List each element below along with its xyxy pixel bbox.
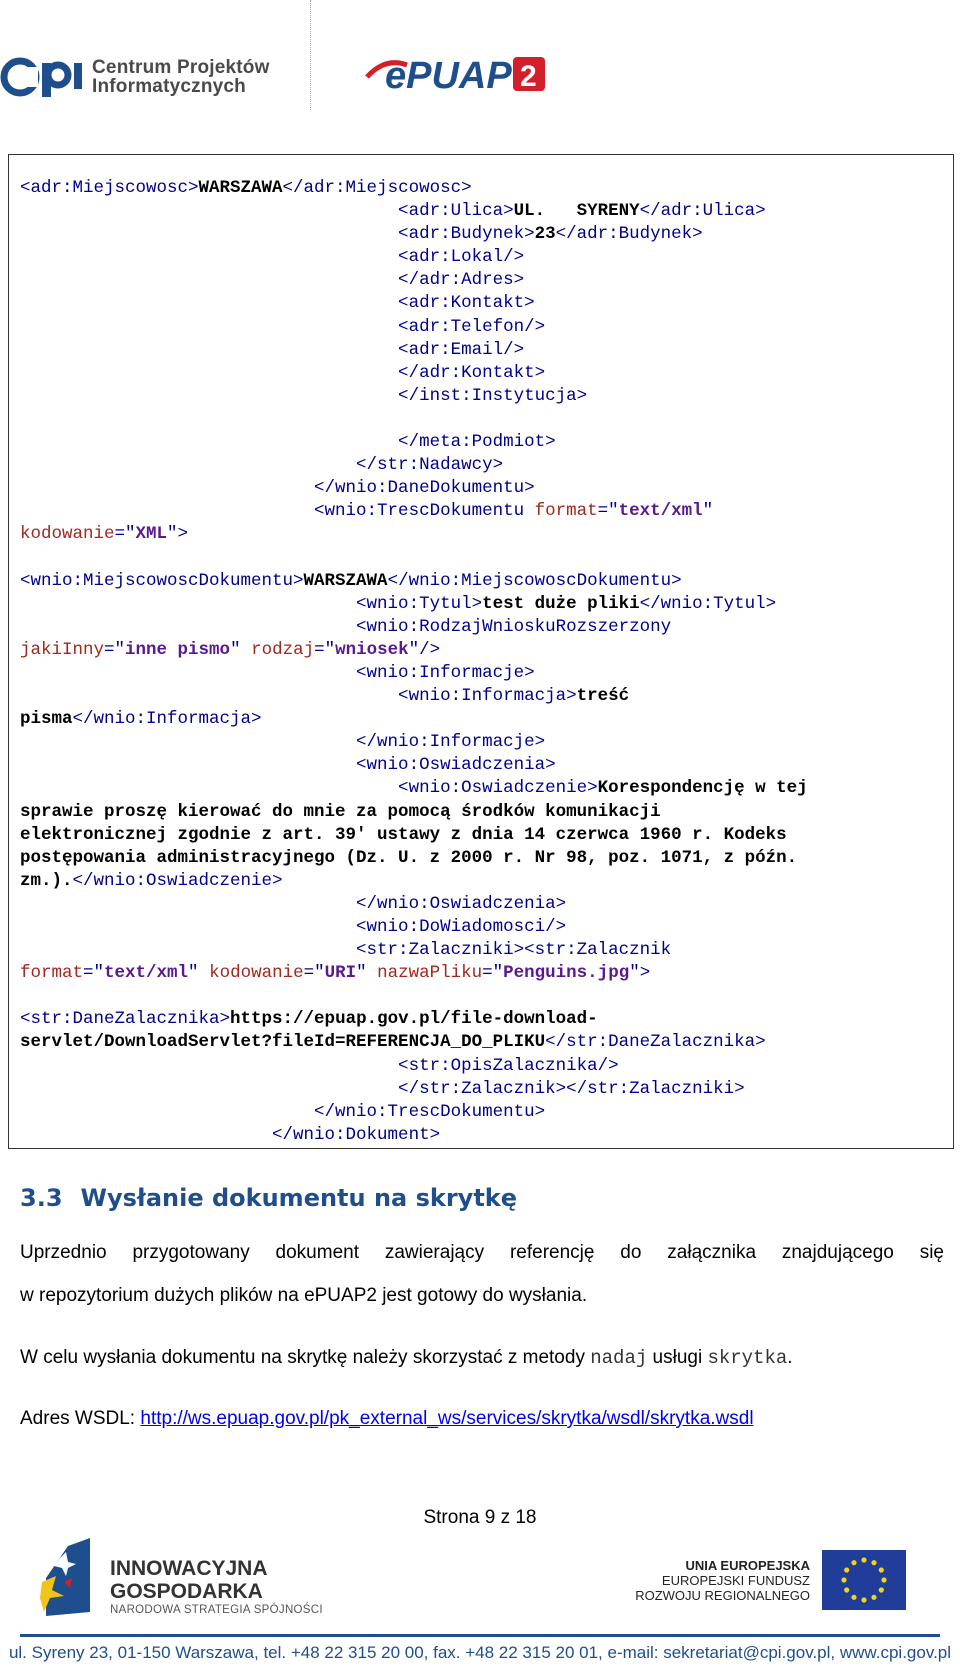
code-token: XML [135,524,168,545]
code-token: </inst:Instytucja> [20,385,588,406]
xml-code-listing [20,177,808,1147]
paragraph-2-text-after: . [787,1347,793,1368]
code-line [20,802,661,822]
code-token: </wnio:Oswiadczenia> [20,893,567,914]
code-line [20,524,188,544]
code-token: <wnio:Informacje> [20,662,535,683]
code-line [20,1102,545,1122]
code-line [20,871,283,891]
code-line [20,501,713,521]
cpi-logo-text [92,58,270,96]
code-token: <adr:Ulica> [20,201,514,222]
code-line [20,1125,440,1145]
code-line [20,455,503,475]
footer-rule [20,1634,940,1637]
page-header [0,0,960,120]
code-token: format [534,501,598,522]
code-line [20,848,797,868]
epuap-logo-icon [365,55,555,95]
eu-flag-icon [822,1550,906,1610]
code-token: text/xml [618,501,703,522]
code-token: URI [324,963,357,984]
code-token: </adr:Adres> [20,270,525,291]
code-token: </adr:Ulica> [639,201,766,222]
code-token: postępowania administracyjnego (Dz. U. z 2000 r. Nr 98, poz. 1071, z późn. [20,847,798,868]
eu-star-icon [861,1557,866,1562]
code-token: =" [482,963,504,984]
header-divider [310,0,311,110]
code-token: </wnio:Informacja> [72,709,262,730]
code-token: <wnio:Tytul> [20,593,483,614]
code-line [20,247,524,267]
code-token: " [356,963,378,984]
code-line [20,732,545,752]
code-line [20,825,787,845]
eu-line2: EUROPEJSKI FUNDUSZ [661,1573,810,1588]
code-token: text/xml [104,963,189,984]
section-number: 3.3 [20,1184,63,1212]
code-token: <wnio:Informacja> [20,686,577,707]
code-token: <wnio:TrescDokumentu [20,501,535,522]
wsdl-label: Adres WSDL: [20,1408,141,1429]
ig-line1: INNOWACYJNA [110,1557,268,1580]
code-line [20,201,766,221]
code-token: <wnio:Oswiadczenie> [20,778,598,799]
code-token: WARSZAWA [303,570,388,591]
innowacyjna-gospodarka-text [110,1557,268,1603]
eu-line1: UNIA EUROPEJSKA [685,1558,810,1573]
code-token: servlet/DownloadServlet?fileId=REFERENCJA_DO_PLIKU [20,1032,546,1053]
code-token: <wnio:Oswiadczenia> [20,755,556,776]
code-token: </wnio:Tytul> [639,593,777,614]
code-line [20,386,587,406]
cpi-logo-icon [0,55,90,99]
code-token: </wnio:Informacje> [20,732,546,753]
code-token: <adr:Miejscowosc> [20,178,199,198]
wsdl-link[interactable]: http://ws.epuap.gov.pl/pk_external_ws/services/skrytka/wsdl/skrytka.wsdl [140,1408,754,1429]
code-line [20,571,682,591]
code-token: "/> [408,639,441,660]
code-line [20,594,776,614]
code-line [20,1032,766,1052]
code-line [20,940,671,960]
code-token: </str:Nadawcy> [20,455,504,476]
cpi-logo-line2: Informatycznych [92,76,246,97]
code-line [20,1009,598,1029]
code-token: <adr:Lokal/> [20,247,525,268]
code-token: </meta:Podmiot> [20,432,556,453]
eu-star-icon [871,1560,876,1565]
code-line [20,363,545,383]
code-token: =" [83,963,105,984]
code-token: <wnio:RodzajWnioskuRozszerzony [20,616,672,637]
section-title: Wysłanie dokumentu na skrytkę [80,1184,518,1212]
code-line [20,293,535,313]
code-line [20,686,629,706]
code-line [20,1056,619,1076]
code-token: <adr:Telefon/> [20,316,546,337]
xml-code-box [8,154,954,1149]
code-token: "> [167,524,189,545]
paragraph-1-line-2: w repozytorium dużych plików na ePUAP2 jest gotowy do wysłania. [20,1285,588,1306]
code-token: inne pismo [125,639,231,660]
code-line [20,432,556,452]
eu-star-icon [851,1560,856,1565]
code-line [20,478,535,498]
code-line [20,224,703,244]
code-token: test duże pliki [482,593,640,614]
code-token: " [702,501,714,522]
code-token: kodowanie [20,524,115,545]
eu-star-icon [879,1567,884,1572]
eu-star-icon [844,1587,849,1592]
epuap-logo-badge: 2 [520,60,537,93]
code-token: <wnio:MiejscowoscDokumentu> [20,570,304,591]
code-line [20,640,440,660]
epuap-logo-text: ePUAP [385,55,512,95]
code-token: <adr:Budynek> [20,224,535,245]
code-token: =" [314,639,336,660]
code-token: sprawie proszę kierować do mnie za pomocą środków komunikacji [20,801,661,822]
eu-star-icon [879,1587,884,1592]
code-token: rodzaj [251,639,315,660]
code-token: Penguins.jpg [503,963,630,984]
code-token: Korespondencję w tej [597,778,808,799]
code-token: </wnio:Oswiadczenie> [72,870,283,891]
code-token: nazwaPliku [377,963,483,984]
code-line [20,317,545,337]
eu-star-icon [861,1597,866,1602]
eu-star-icon [881,1577,886,1582]
code-token: =" [114,524,136,545]
code-line [20,778,808,798]
eu-star-icon [844,1567,849,1572]
paragraph-2 [20,1347,944,1369]
eu-star-icon [841,1577,846,1582]
code-token: =" [597,501,619,522]
code-token: " [230,639,252,660]
code-line [20,663,535,683]
eu-star-icon [851,1595,856,1600]
code-token: <adr:Email/> [20,339,525,360]
code-token: </wnio:Dokument> [20,1124,441,1145]
code-line [20,178,472,198]
code-token: pisma [20,709,73,730]
code-line [20,270,524,290]
code-token: <str:DaneZalacznika> [20,1009,231,1030]
code-token: </adr:Miejscowosc> [282,178,472,198]
code-token: 23 [534,224,556,245]
service-name: skrytka [707,1347,788,1369]
section-heading [20,1184,517,1212]
code-line [20,917,566,937]
paragraph-1-line-1: Uprzednio przygotowany dokument zawierający referencję do załącznika znajdującego się [20,1242,944,1263]
code-token: </adr:Kontakt> [20,362,546,383]
code-token: </str:DaneZalacznika> [545,1032,766,1053]
paragraph-3 [20,1408,944,1430]
paragraph-2-text-middle: usługi [647,1347,708,1368]
code-token: https://epuap.gov.pl/file-download- [230,1009,598,1030]
code-token: wniosek [335,639,409,660]
cpi-logo-line1: Centrum Projektów [92,57,270,78]
code-token: </wnio:TrescDokumentu> [20,1101,546,1122]
code-line [20,340,524,360]
code-token: <adr:Kontakt> [20,293,535,314]
code-line [20,755,556,775]
code-token: </str:Zalacznik></str:Zalaczniki> [20,1078,745,1099]
footer-address: ul. Syreny 23, 01-150 Warszawa, tel. +48 22 315 20 00, fax. +48 22 315 20 01, e-mail: sekretariat@cpi.gov.pl, www.cpi.gov.pl [8,1643,952,1662]
code-token: =" [303,963,325,984]
code-token: " [188,963,210,984]
paragraph-2-text-before: W celu wysłania dokumentu na skrytkę należy skorzystać z metody [20,1347,591,1368]
code-token: </wnio:MiejscowoscDokumentu> [387,570,682,591]
code-token: elektronicznej zgodnie z art. 39' ustawy z dnia 14 czerwca 1960 r. Kodeks [20,824,787,845]
code-token: zm.). [20,870,73,891]
code-token: =" [104,639,126,660]
code-line [20,963,650,983]
innowacyjna-gospodarka-logo-icon [38,1538,104,1616]
code-token: UL. SYRENY [513,201,640,222]
code-token: </wnio:DaneDokumentu> [20,478,535,499]
code-token: treść [576,686,630,707]
ig-subtitle: NARODOWA STRATEGIA SPÓJNOŚCI [110,1604,323,1616]
code-line [20,894,566,914]
eu-star-icon [871,1595,876,1600]
code-line [20,709,262,729]
eu-text [620,1558,810,1603]
code-token: kodowanie [209,963,304,984]
code-token: <str:Zalaczniki><str:Zalacznik [20,940,672,961]
code-token: </adr:Budynek> [555,224,703,245]
code-token: WARSZAWA [198,178,283,198]
code-token: "> [629,963,651,984]
method-name: nadaj [590,1347,648,1369]
code-token: <str:OpisZalacznika/> [20,1055,619,1076]
code-line [20,617,671,637]
code-token: jakiInny [20,639,105,660]
ig-line2: GOSPODARKA [110,1580,263,1603]
code-token: <wnio:DoWiadomosci/> [20,917,567,937]
code-token: format [20,963,84,984]
code-line [20,1079,745,1099]
page-number: Strona 9 z 18 [423,1507,537,1528]
eu-line3: ROZWOJU REGIONALNEGO [635,1588,810,1603]
